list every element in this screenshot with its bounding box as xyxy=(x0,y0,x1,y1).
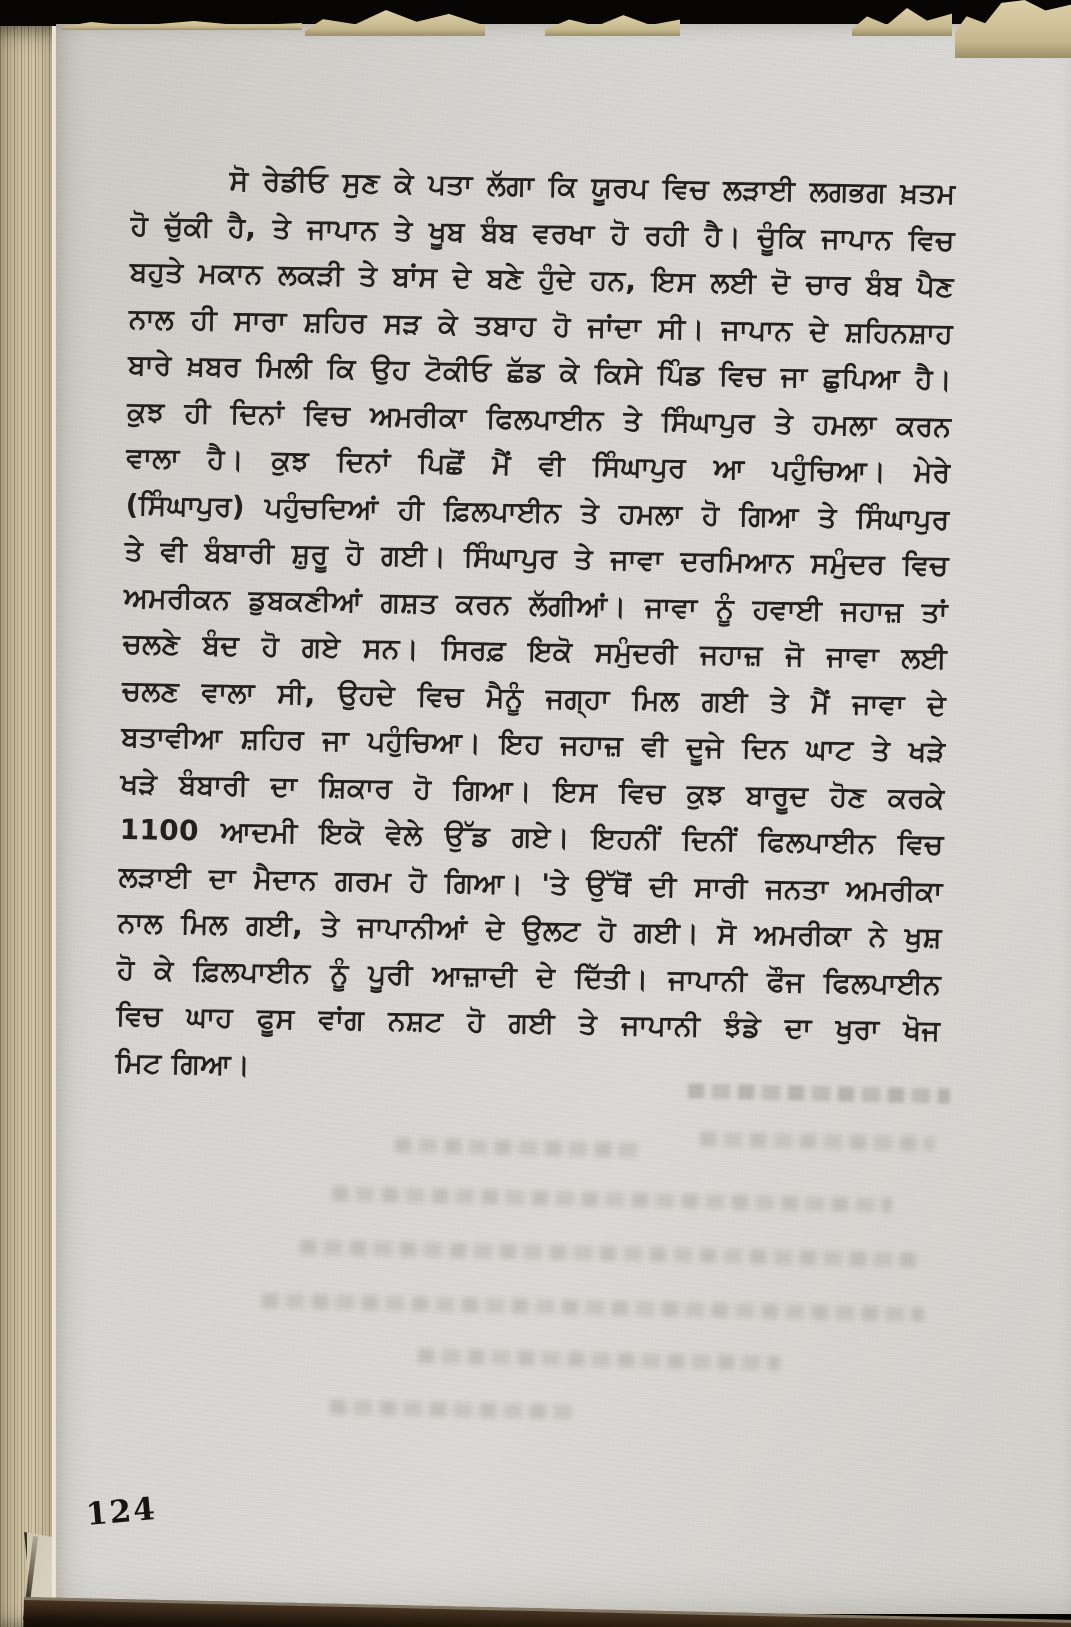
torn-paper-shard xyxy=(305,10,485,36)
text-line: ਸੋ ਰੇਡੀਓ ਸੁਣ ਕੇ ਪਤਾ ਲੱਗਾ ਕਿ ਯੂਰਪ ਵਿਚ ਲੜਾਈ ਲਗਭਗ ਖ਼ਤਮ xyxy=(229,163,956,211)
text-line: ਨਾਲ ਮਿਲ ਗਈ, ਤੇ ਜਾਪਾਨੀਆਂ ਦੇ ਉਲਟ ਹੋ ਗਈ। ਸੋ ਅਮਰੀਕਾ ਨੇ ਖੁਸ਼ xyxy=(117,905,943,954)
torn-paper-shard xyxy=(955,0,1071,58)
text-line: ਮਿਟ ਗਿਆ। xyxy=(115,1045,251,1081)
text-line: ਬਹੁਤੇ ਮਕਾਨ ਲਕੜੀ ਤੇ ਬਾਂਸ ਦੇ ਬਣੇ ਹੁੰਦੇ ਹਨ, ਇਸ ਲਈ ਦੋ ਚਾਰ ਬੰਬ ਪੈਣ xyxy=(129,254,955,304)
body-text-paragraph xyxy=(115,156,956,1101)
text-line: ਚਲਣੇ ਬੰਦ ਹੋ ਗਏ ਸਨ। ਸਿਰਫ਼ ਇਕੋ ਸਮੁੰਦਰੀ ਜਹਾਜ਼ ਜੋ ਜਾਵਾ ਲਈ xyxy=(122,626,948,676)
torn-paper-shard xyxy=(62,20,302,30)
text-line: ਹੋ ਕੇ ਫ਼ਿਲਪਾਈਨ ਨੂੰ ਪੂਰੀ ਆਜ਼ਾਦੀ ਦੇ ਦਿੱਤੀ। ਜਾਪਾਨੀ ਫੌਜ ਫਿਲਪਾਈਨ xyxy=(116,952,942,1001)
page-number: 124 xyxy=(84,1490,159,1534)
text-line: ਕੁਝ ਹੀ ਦਿਨਾਂ ਵਿਚ ਅਮਰੀਕਾ ਫਿਲਪਾਈਨ ਤੇ ਸਿੰਘਾਪੁਰ ਤੇ ਹਮਲਾ ਕਰਨ xyxy=(127,394,952,443)
text-line: ਵਿਚ ਘਾਹ ਫੂਸ ਵਾਂਗ ਨਸ਼ਟ ਹੋ ਗਈ ਤੇ ਜਾਪਾਨੀ ਝੰਡੇ ਦਾ ਖੁਰਾ ਖੋਜ xyxy=(115,998,941,1047)
text-line: 1100 ਆਦਮੀ ਇਕੋ ਵੇਲੇ ਉੱਡ ਗਏ। ਇਹਨੀਂ ਦਿਨੀਂ ਫਿਲਪਾਈਨ ਵਿਚ xyxy=(119,812,944,861)
torn-paper-shard xyxy=(545,14,680,36)
torn-paper-shard xyxy=(852,8,952,36)
text-line: ਖੜੇ ਬੰਬਾਰੀ ਦਾ ਸ਼ਿਕਾਰ ਹੋ ਗਿਆ। ਇਸ ਵਿਚ ਕੁਝ ਬਾਰੂਦ ਹੋਣ ਕਰਕੇ xyxy=(120,766,945,815)
book-fore-edge-pages xyxy=(0,26,56,1627)
text-line: ਚਲਣ ਵਾਲਾ ਸੀ, ਉਹਦੇ ਵਿਚ ਮੈਨੂੰ ਜਗ੍ਹਾ ਮਿਲ ਗਈ ਤੇ ਮੈਂ ਜਾਵਾ ਦੇ xyxy=(121,673,947,722)
text-line: (ਸਿੰਘਾਪੁਰ) ਪਹੁੰਚਦਿਆਂ ਹੀ ਫ਼ਿਲਪਾਈਨ ਤੇ ਹਮਲਾ ਹੋ ਗਿਆ ਤੇ ਸਿੰਘਾਪੁਰ xyxy=(125,487,950,536)
text-line: ਵਾਲਾ ਹੈ। ਕੁਝ ਦਿਨਾਂ ਪਿਛੋਂ ਮੈਂ ਵੀ ਸਿੰਘਾਪੁਰ ਆ ਪਹੁੰਚਿਆ। ਮੇਰੇ xyxy=(126,440,951,490)
text-line: ਬਾਰੇ ਖ਼ਬਰ ਮਿਲੀ ਕਿ ਉਹ ਟੋਕੀਓ ਛੱਡ ਕੇ ਕਿਸੇ ਪਿੰਡ ਵਿਚ ਜਾ ਛੁਪਿਆ ਹੈ। xyxy=(127,347,953,397)
text-line: ਬਤਾਵੀਆ ਸ਼ਹਿਰ ਜਾ ਪਹੁੰਚਿਆ। ਇਹ ਜਹਾਜ਼ ਵੀ ਦੂਜੇ ਦਿਨ ਘਾਟ ਤੇ ਖੜੇ xyxy=(121,719,946,768)
text-line: ਹੋ ਚੁੱਕੀ ਹੈ, ਤੇ ਜਾਪਾਨ ਤੇ ਖੂਬ ਬੰਬ ਵਰਖਾ ਹੋ ਰਹੀ ਹੈ। ਚੂੰਕਿ ਜਾਪਾਨ ਵਿਚ xyxy=(130,208,955,257)
text-line: ਅਮਰੀਕਨ ਡੁਬਕਣੀਆਂ ਗਸ਼ਤ ਕਰਨ ਲੱਗੀਆਂ। ਜਾਵਾ ਨੂੰ ਹਵਾਈ ਜਹਾਜ਼ ਤਾਂ xyxy=(123,580,949,629)
text-line: ਤੇ ਵੀ ਬੰਬਾਰੀ ਸ਼ੁਰੂ ਹੋ ਗਈ। ਸਿੰਘਾਪੁਰ ਤੇ ਜਾਵਾ ਦਰਮਿਆਨ ਸਮੁੰਦਰ ਵਿਚ xyxy=(124,533,949,583)
text-line: ਲੜਾਈ ਦਾ ਮੈਦਾਨ ਗਰਮ ਹੋ ਗਿਆ। 'ਤੇ ਉੱਥੋਂ ਦੀ ਸਾਰੀ ਜਨਤਾ ਅਮਰੀਕਾ xyxy=(118,859,943,908)
text-line: ਨਾਲ ਹੀ ਸਾਰਾ ਸ਼ਹਿਰ ਸੜ ਕੇ ਤਬਾਹ ਹੋ ਜਾਂਦਾ ਸੀ। ਜਾਪਾਨ ਦੇ ਸ਼ਹਿਨਸ਼ਾਹ xyxy=(128,301,954,350)
